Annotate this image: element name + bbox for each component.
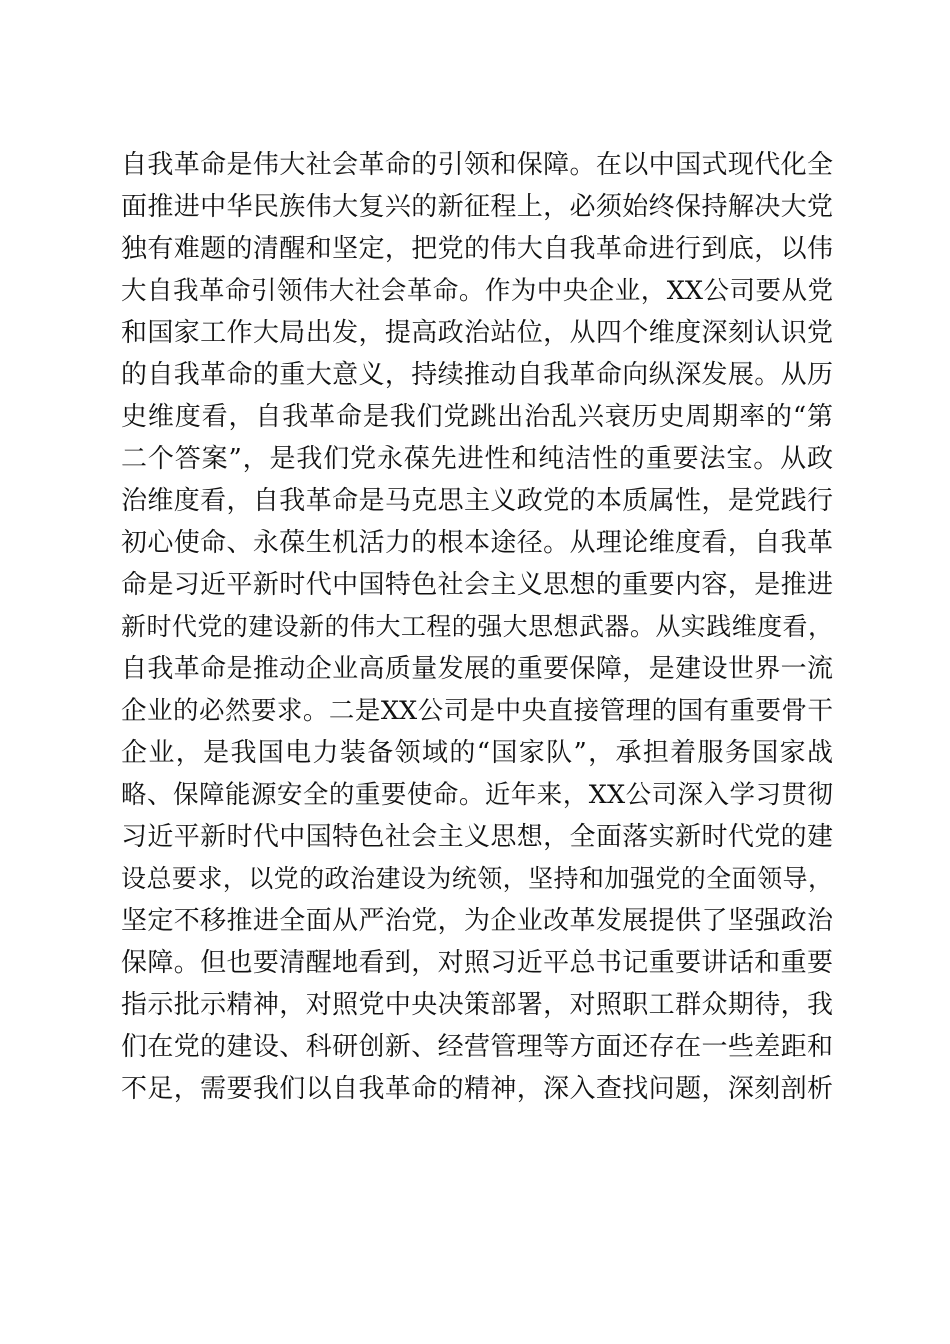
text-line: 面推进中华民族伟大复兴的新征程上，必须始终保持解决大党 (121, 192, 833, 222)
text-line: 命是习近平新时代中国特色社会主义思想的重要内容，是推进 (121, 570, 833, 600)
text-line: 不足，需要我们以自我革命的精神，深入查找问题，深刻剖析 (121, 1074, 833, 1104)
text-line: 企业的必然要求。二是XX公司是中央直接管理的国有重要骨干 (121, 696, 833, 726)
text-line: 新时代党的建设新的伟大工程的强大思想武器。从实践维度看， (121, 612, 833, 641)
text-line: 自我革命是推动企业高质量发展的重要保障，是建设世界一流 (121, 654, 833, 684)
text-line: 们在党的建设、科研创新、经营管理等方面还存在一些差距和 (121, 1032, 833, 1062)
text-line: 治维度看，自我革命是马克思主义政党的本质属性，是党践行 (121, 486, 833, 516)
text-line: 史维度看，自我革命是我们党跳出治乱兴衰历史周期率的“第 (121, 402, 833, 432)
text-line: 坚定不移推进全面从严治党，为企业改革发展提供了坚强政治 (121, 906, 833, 936)
text-line: 略、保障能源安全的重要使命。近年来，XX公司深入学习贯彻 (121, 780, 833, 810)
text-line: 独有难题的清醒和坚定，把党的伟大自我革命进行到底，以伟 (121, 234, 833, 264)
text-line: 习近平新时代中国特色社会主义思想，全面落实新时代党的建 (121, 822, 833, 852)
text-line: 保障。但也要清醒地看到，对照习近平总书记重要讲话和重要 (121, 948, 833, 978)
text-line: 二个答案”，是我们党永葆先进性和纯洁性的重要法宝。从政 (121, 444, 833, 474)
text-line: 的自我革命的重大意义，持续推动自我革命向纵深发展。从历 (121, 360, 833, 390)
text-line: 企业，是我国电力装备领域的“国家队”，承担着服务国家战 (121, 738, 833, 768)
text-line: 大自我革命引领伟大社会革命。作为中央企业，XX公司要从党 (121, 276, 833, 306)
text-line: 设总要求，以党的政治建设为统领，坚持和加强党的全面领导， (121, 864, 833, 893)
text-line: 和国家工作大局出发，提高政治站位，从四个维度深刻认识党 (121, 318, 833, 348)
text-line: 初心使命、永葆生机活力的根本途径。从理论维度看，自我革 (121, 528, 833, 558)
body-paragraph (121, 144, 833, 1110)
text-line: 自我革命是伟大社会革命的引领和保障。在以中国式现代化全 (121, 150, 833, 180)
text-line: 指示批示精神，对照党中央决策部署，对照职工群众期待，我 (121, 990, 833, 1020)
